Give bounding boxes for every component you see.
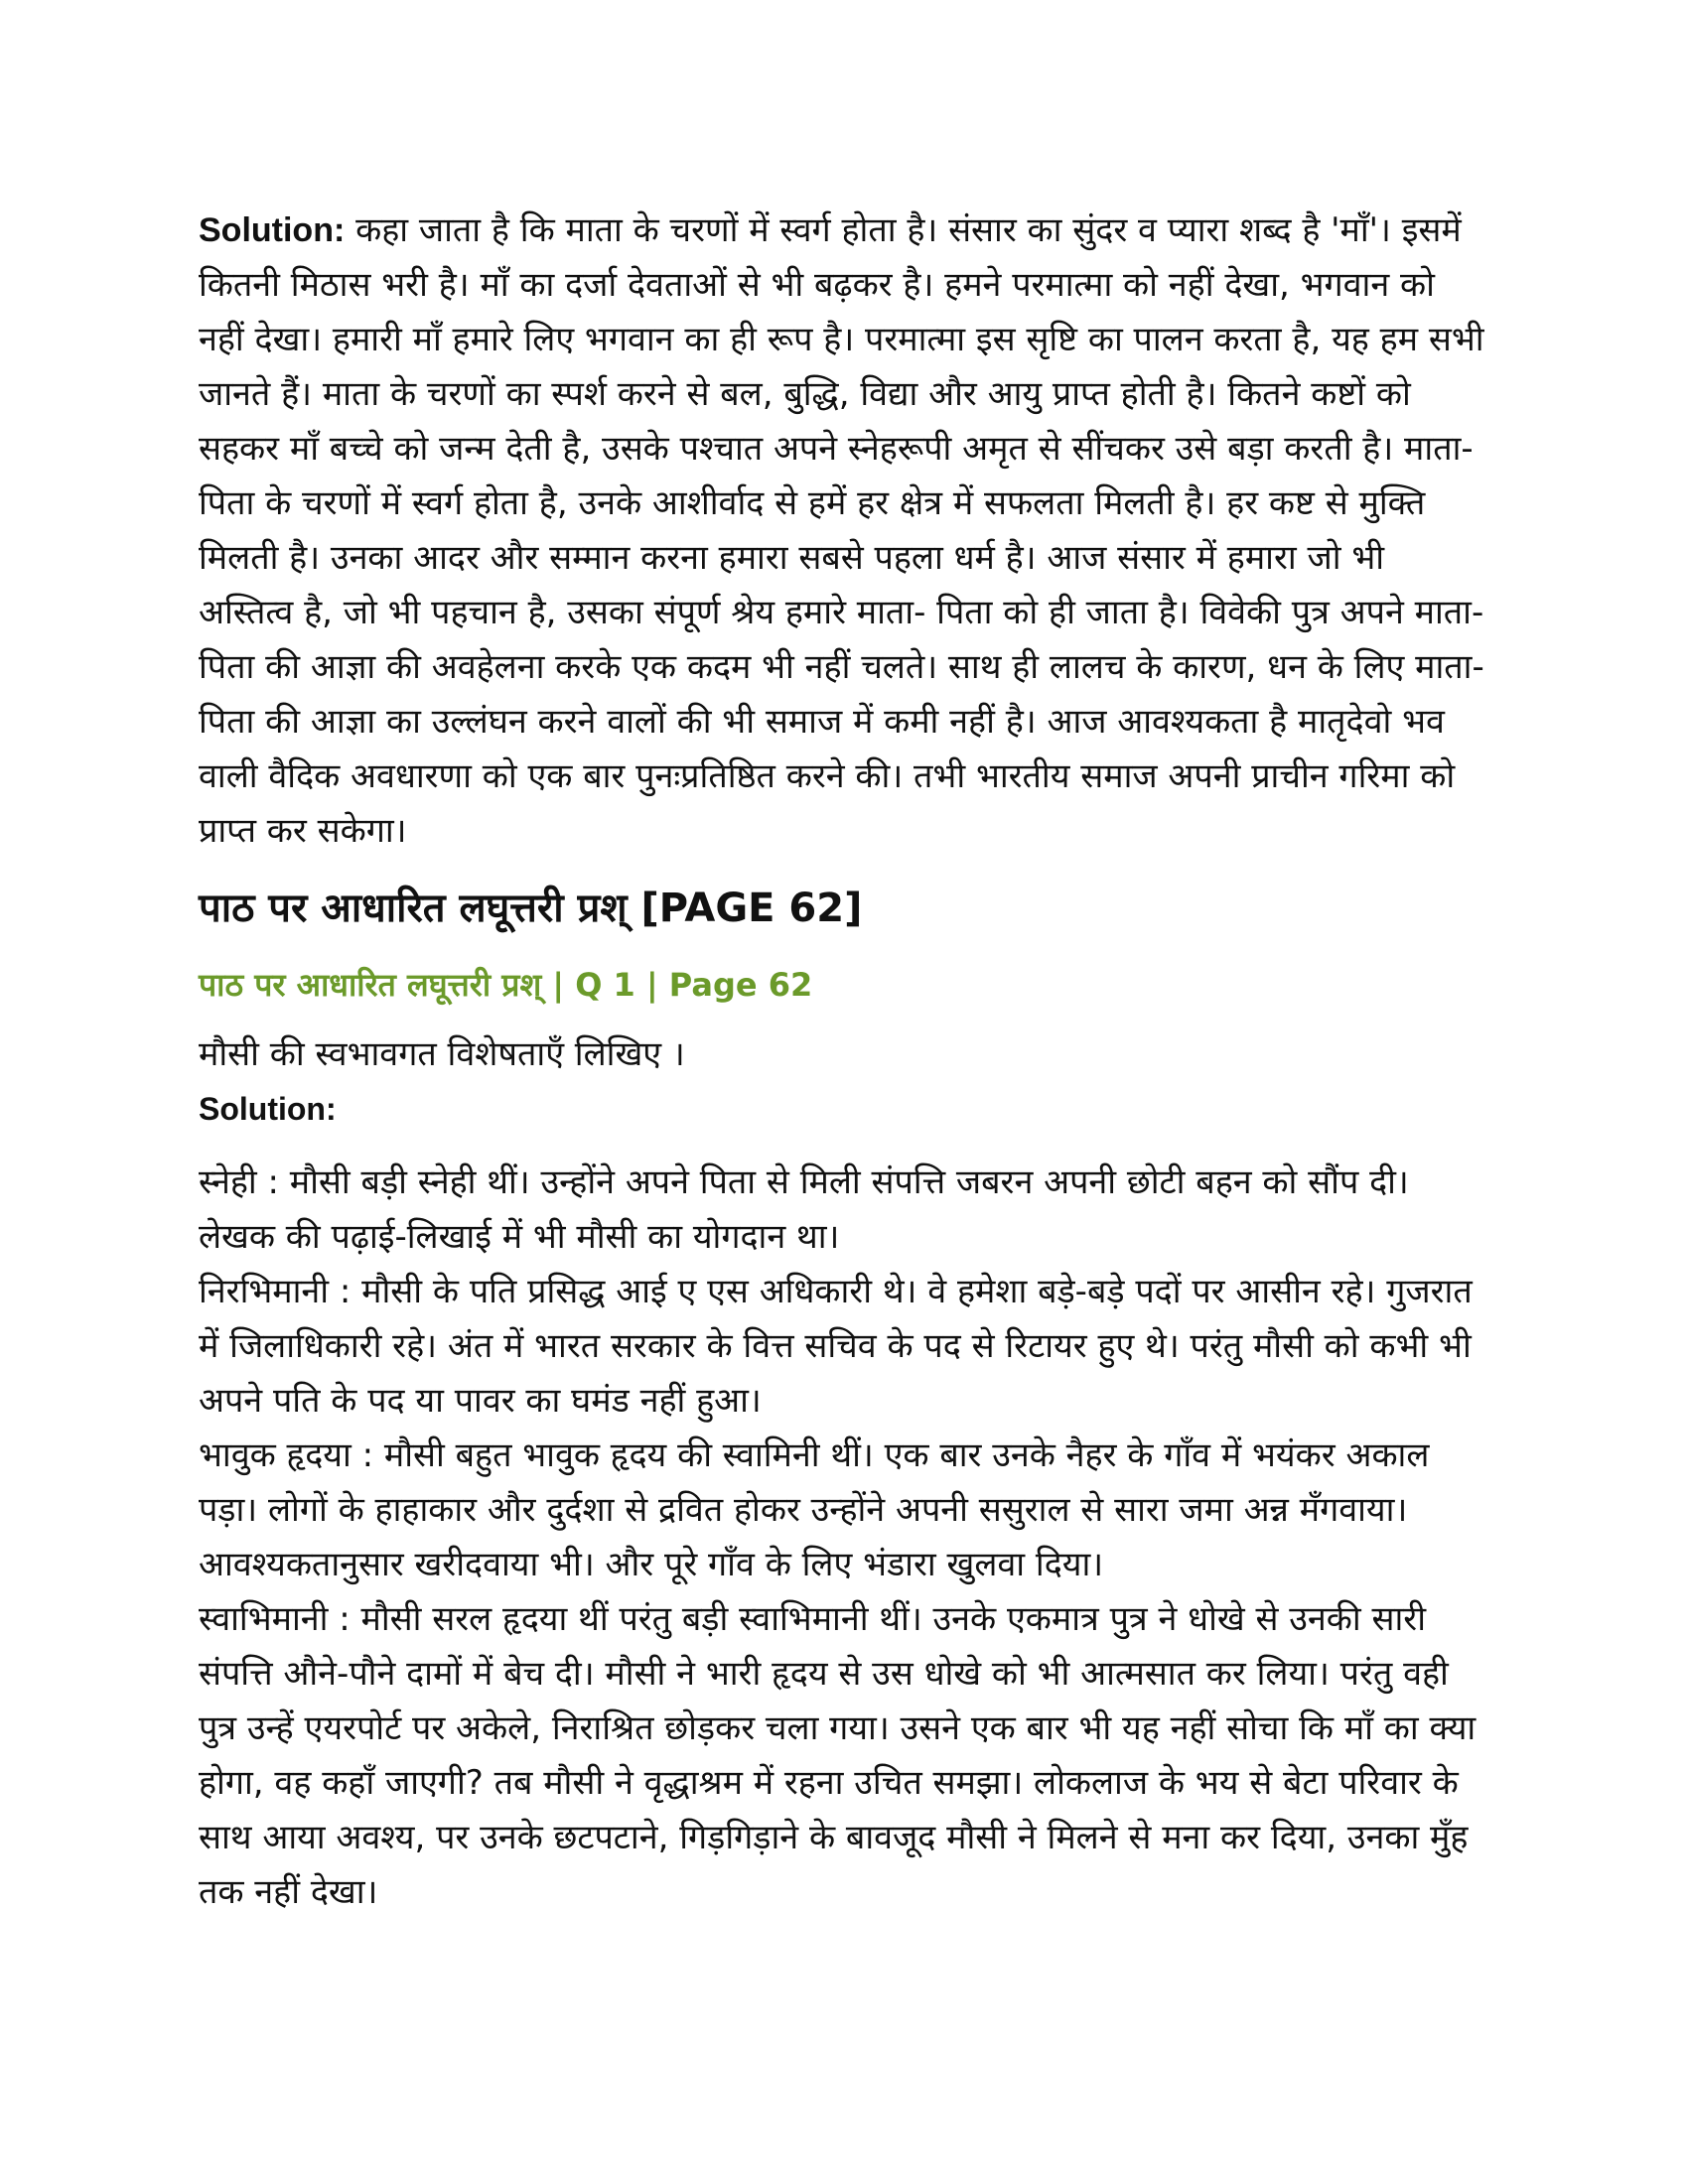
question-heading: पाठ पर आधारित लघूत्तरी प्रश् | Q 1 | Page 62 xyxy=(199,966,813,1004)
solution-label: Solution: xyxy=(199,1091,337,1127)
question-text: मौसी की स्वभावगत विशेषताएँ लिखिए । xyxy=(199,1034,685,1074)
section-heading: पाठ पर आधारित लघूत्तरी प्रश् [PAGE 62] xyxy=(199,886,863,931)
answer-paragraph: स्वाभिमानी : मौसी सरल हृदया थीं परंतु बड़ी स्वाभिमानी थीं। उनके एकमात्र पुत्र ने धोखे से उनकी सारी संपत्ति औने-पौने दामों में बेच दी। मौसी ने भारी हृदय से उस धोखे को भी आत्मसात कर लिया। परंतु वही पुत्र उन्हें एयरपोर्ट पर अकेले, निराश्रित छोड़कर चला गया। उसने एक बार भी यह नहीं सोचा कि माँ का क्या होगा, वह कहाँ जाएगी? तब मौसी ने वृद्धाश्रम में रहना उचित समझा। लोकलाज के भय से बेटा परिवार के साथ आया अवश्य, पर उनके छटपटाने, गिड़गिड़ाने के बावजूद मौसी ने मिलने से मना कर दिया, उनका मुँह तक नहीं देखा। xyxy=(199,1599,1477,1912)
intro-solution-paragraph xyxy=(199,204,1489,859)
document-page xyxy=(199,204,1489,1920)
answer-paragraph: स्नेही : मौसी बड़ी स्नेही थीं। उन्होंने अपने पिता से मिली संपत्ति जबरन अपनी छोटी बहन को सौंप दी। लेखक की पढ़ाई-लिखाई में भी मौसी का योगदान था। xyxy=(199,1162,1409,1257)
answer-paragraph: भावुक हृदया : मौसी बहुत भावुक हृदय की स्वामिनी थीं। एक बार उनके नैहर के गाँव में भयंकर अकाल पड़ा। लोगों के हाहाकार और दुर्दशा से द्रवित होकर उन्होंने अपनी ससुराल से सारा जमा अन्न मँगवाया। आवश्यकतानुसार खरीदवाया भी। और पूरे गाँव के लिए भंडारा खुलवा दिया। xyxy=(199,1435,1430,1584)
answer-paragraph: निरभिमानी : मौसी के पति प्रसिद्ध आई ए एस अधिकारी थे। वे हमेशा बड़े-बड़े पदों पर आसीन रहे। गुजरात में जिलाधिकारी रहे। अंत में भारत सरकार के वित्त सचिव के पद से रिटायर हुए थे। परंतु मौसी को कभी भी अपने पति के पद या पावर का घमंड नहीं हुआ। xyxy=(199,1272,1473,1421)
solution-label: Solution: xyxy=(199,211,346,249)
answer-block xyxy=(199,1156,1489,1920)
intro-solution-text: कहा जाता है कि माता के चरणों में स्वर्ग होता है। संसार का सुंदर व प्यारा शब्द है 'माँ'। इसमें कितनी मिठास भरी है। माँ का दर्जा देवताओं से भी बढ़कर है। हमने परमात्मा को नहीं देखा, भगवान को नहीं देखा। हमारी माँ हमारे लिए भगवान का ही रूप है। परमात्मा इस सृष्टि का पालन करता है, यह हम सभी जानते हैं। माता के चरणों का स्पर्श करने से बल, बुद्धि, विद्या और आयु प्राप्त होती है। कितने कष्टों को सहकर माँ बच्चे को जन्म देती है, उसके पश्चात अपने स्नेहरूपी अमृत से सींचकर उसे बड़ा करती है। माता- पिता के चरणों में स्वर्ग होता है, उनके आशीर्वाद से हमें हर क्षेत्र में सफलता मिलती है। हर कष्ट से मुक्ति मिलती है। उनका आदर और सम्मान करना हमारा सबसे पहला धर्म है। आज संसार में हमारा जो भी अस्तित्व है, जो भी पहचान है, उसका संपूर्ण श्रेय हमारे माता- पिता को ही जाता है। विवेकी पुत्र अपने माता-पिता की आज्ञा की अवहेलना करके एक कदम भी नहीं चलते। साथ ही लालच के कारण, धन के लिए माता-पिता की आज्ञा का उल्लंघन करने वालों की भी समाज में कमी नहीं है। आज आवश्यकता है मातृदेवो भव वाली वैदिक अवधारणा को एक बार पुनःप्रतिष्ठित करने की। तभी भारतीय समाज अपनी प्राचीन गरिमा को प्राप्त कर सकेगा। xyxy=(199,210,1484,851)
